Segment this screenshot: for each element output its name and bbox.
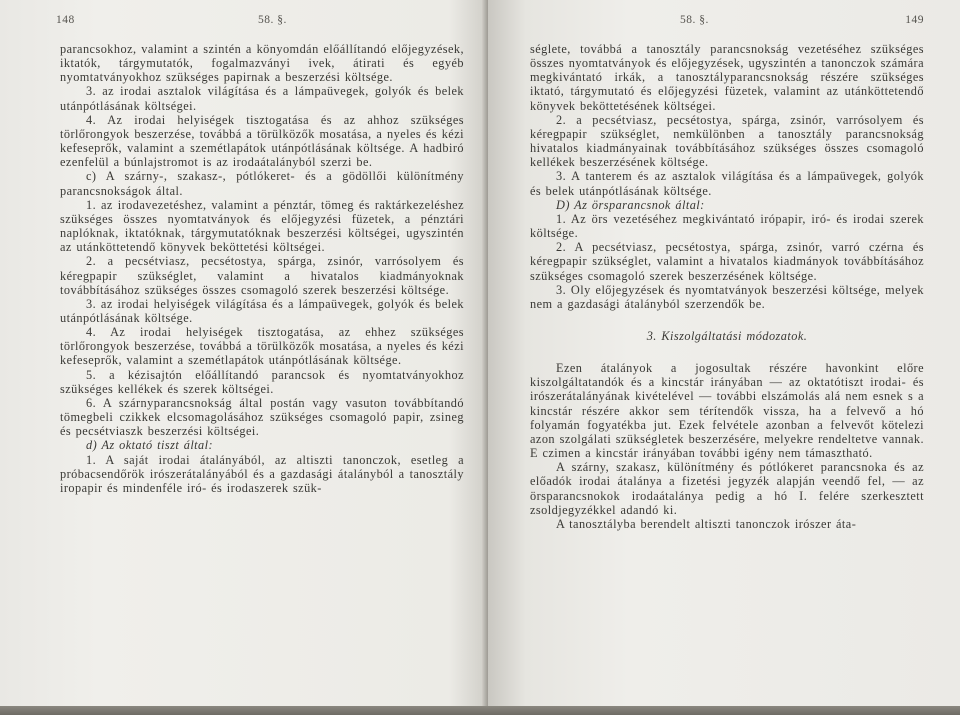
paragraph: 2. A pecsétviasz, pecsétostya, spárga, zsinór, varró czérna és kéregpapir szükséglet, valamint a hivatalos kiadmányok továbbításához szükséges csomagoló szerek beszerzésének költsége. [530,240,924,283]
right-page-body [530,42,924,531]
paragraph: A tanosztályba berendelt altiszti tanonczok irószer áta- [556,516,857,531]
paragraph: parancsokhoz, valamint a szintén a könyomdán előállítandó előjegyzések, iktatók, tárgymutatók, fogalmazványi ivek, átirati és egyéb nyomtatványokhoz szükséges papirnak a beszerzési költsége. [60,42,464,85]
paragraph: 2. a pecsétviasz, pecsétostya, spárga, zsinór, varrósolyem és kéregpapir szükséglet, valamint a hivatalos kiadmányoknak továbbításához szükséges összes csomagoló szerek beszerzési költsége. [60,254,464,297]
paragraph: 5. a kézisajtón előállítandó parancsok és nyomtatványokhoz szükséges kellékek és szerek költségei. [60,367,464,396]
right-page-number: 149 [905,14,924,26]
paragraph: 2. a pecsétviasz, pecsétostya, spárga, zsinór, varrósolyem és kéregpapir szükséglet, nemkülönben a tanosztály parancsnokság hivatalos kiadmányainak továbbításához szükséges összes csomagoló kellékek beszerzésének költsége. [530,112,924,170]
paragraph: 3. az irodai asztalok világítása és a lámpaüvegek, golyók és belek utánpótlásának költségei. [60,84,464,113]
left-page-header [56,14,464,34]
paragraph: 3. A tanterem és az asztalok világítása és a lámpaüvegek, golyók és belek utánpótlásának költsége. [530,169,924,198]
paragraph: 3. Oly előjegyzések és nyomtatványok beszerzési költsége, melyek nem a gazdasági átalányból szerzendők be. [530,282,924,311]
paragraph: Ezen átalányok a jogosultak részére havonkint előre kiszolgáltatandók és a kincstár irányában — az oktatótiszt irodai- és irószerátalányának kivételével — további elszámolás alá nem esnek s a kincstár részére akkor sem térítendők vissza, ha a felvevő a hó folyamán fogyatékba jut. Ezek felvétele azonban a felvevőt kötelezi azon szolgálati szükségletek beszerzésére, melyekre rendeltetve vannak. E czimen a kincstár irányában további igény nem támasztható. [530,361,924,461]
paragraph: c) A szárny-, szakasz-, pótlókeret- és a gödöllői különítmény parancsnokságok által. [60,169,464,198]
right-page [488,0,960,708]
paragraph: 1. A saját irodai átalányából, az altiszti tanonczok, esetleg a próbacsendőrök irószerátalányából és a gazdasági átalányból a tanosztály iropapir és mindenféle iró- és irodaszerek szük- [60,452,464,495]
paragraph: 1. Az örs vezetéséhez megkivántató irópapir, iró- és irodai szerek költsége. [530,211,924,241]
page-bottom-edge [0,706,960,715]
left-page-body [60,42,464,495]
paragraph: 6. A szárnyparancsnokság által postán vagy vasuton továbbítandó tömegbeli czikkek elcsomagolásához szükséges csomagoló papir, zsineg és pecsétviaszk beszerzési költségei. [60,395,464,439]
paragraph: 3. az irodai helyiségek világítása és a lámpaüvegek, golyók és belek utánpótlásának költsége. [60,296,464,325]
paragraph: 1. az irodavezetéshez, valamint a pénztár, tömeg és raktárkezeléshez szükséges összes nyomtatványok és előjegyzési füzetek, a pénztári naplóknak, iktatóknak, tárgymutatóknak beszerzési költségei, ugyszintén az utánköttetendő könyvek beköttetési költségei. [60,197,464,255]
paragraph: d) Az oktató tiszt által: [86,438,214,453]
paragraph: 4. Az irodai helyiségek tisztogatása, az ehhez szükséges törlőrongyok beszerzése, továbbá a törülközők mosatása, a nyeles és kézi kefeseprők, valamint a szemétlapátok utánpótlásának költsége. [60,325,464,368]
section-heading: 3. Kiszolgáltatási módozatok. [646,328,808,343]
left-section-mark: 58. §. [258,14,287,26]
paragraph: 4. Az irodai helyiségek tisztogatása és az ahhoz szükséges törlőrongyok beszerzése, továbbá a törülközők mosatása, a nyeles és kézi kefeseprők, valamint a szemétlapátok utánpótlásának költsége. A hadbiró ezenfelül a búnlajstromot is az irodaátalányból szerzi be. [60,112,464,170]
paragraph: séglete, továbbá a tanosztály parancsnokság vezetéséhez szükséges összes nyomtatványok és előjegyzések, ugyszintén a tanonczok számára megkivántató irkák, a tanosztályparancsnokság részére szükséges iktató, tárgymutató és előjegyzési füzetek, valamint az utánköttetendő könyvek beköttetésének költségei. [530,42,924,113]
right-page-header [530,14,924,34]
right-section-mark: 58. §. [680,14,709,26]
left-page-number: 148 [56,14,75,26]
paragraph: A szárny, szakasz, különítmény és pótlókeret parancsnoka és az előadók irodai átalánya a fizetési jegyzék alapján veendő fel, — az örsparancsnokok irodaátalánya pedig a hó I. felére szerkesztett zsoldjegyzékkel adandó ki. [530,460,924,517]
paragraph: D) Az örsparancsnok által: [556,197,705,212]
